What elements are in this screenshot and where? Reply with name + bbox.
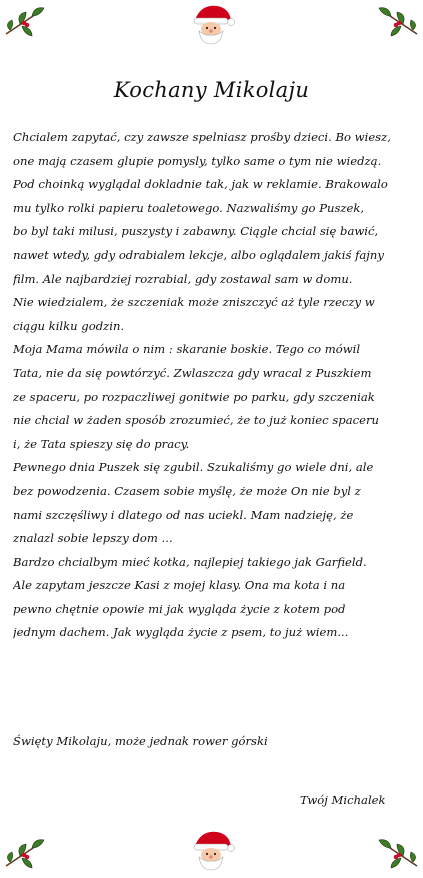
holly-icon	[2, 836, 48, 870]
letter-body	[13, 126, 419, 645]
letter-line: Pewnego dnia Puszek się zgubil. Szukaliśmy go wiele dni, ale	[13, 460, 374, 475]
santa-icon	[187, 828, 235, 872]
holly-icon	[375, 4, 421, 38]
letter-line: nie chcial w żaden sposób zrozumieć, że to już koniec spaceru	[13, 413, 379, 428]
letter-line: Chcialem zapytać, czy zawsze spelniasz prośby dzieci. Bo wiesz,	[13, 130, 391, 144]
letter-line: nami szczęśliwy i dlatego od nas uciekl. Mam nadzieję, że	[13, 507, 354, 522]
letter-line: ciągu kilku godzin.	[13, 318, 125, 333]
letter-line: jednym dachem. Jak wygląda życie z psem, to już wiem...	[13, 625, 349, 640]
letter-line: nawet wtedy, gdy odrabialem lekcje, albo oglądalem jakiś fajny	[13, 247, 384, 262]
letter-line: i, że Tata spieszy się do pracy.	[13, 436, 190, 451]
letter-line: ze spaceru, po rozpaczliwej gonitwie po parku, gdy szczeniak	[13, 389, 375, 404]
letter-line: Tata, nie da się powtórzyć. Zwlaszcza gdy wracal z Puszkiem	[13, 365, 372, 380]
letter-line: Bardzo chcialbym mieć kotka, najlepiej takiego jak Garfield.	[13, 554, 367, 569]
letter-line: Moja Mama mówila o nim : skaranie boskie. Tego co mówil	[13, 342, 361, 357]
letter-line: one mają czasem glupie pomysly, tylko same o tym nie wiedzą.	[13, 153, 382, 168]
holly-icon	[2, 4, 48, 38]
letter-signature: Twój Michalek	[300, 793, 386, 807]
santa-icon	[187, 2, 235, 46]
letter-line: Pod choinką wyglądal dokladnie tak, jak w reklamie. Brakowalo	[13, 177, 388, 192]
letter-title: Kochany Mikolaju	[113, 78, 310, 102]
holly-icon	[375, 836, 421, 870]
letter-line: pewno chętnie opowie mi jak wygląda życie z kotem pod	[13, 601, 346, 616]
letter-closing: Święty Mikolaju, może jednak rower górski	[13, 734, 268, 748]
letter-line: Nie wiedzialem, że szczeniak może zniszczyć aż tyle rzeczy w	[13, 295, 375, 310]
letter-line: bo byl taki milusi, puszysty i zabawny. Ciągle chcial się bawić,	[13, 224, 379, 239]
letter-line: mu tylko rolki papieru toaletowego. Nazwaliśmy go Puszek,	[13, 200, 365, 215]
letter-line: Ale zapytam jeszcze Kasi z mojej klasy. Ona ma kota i na	[13, 578, 346, 593]
letter-line: film. Ale najbardziej rozrabial, gdy zostawal sam w domu.	[13, 271, 353, 286]
letter-line: bez powodzenia. Czasem sobie myślę, że może On nie byl z	[13, 483, 361, 498]
letter-line: znalazl sobie lepszy dom ...	[13, 531, 173, 546]
